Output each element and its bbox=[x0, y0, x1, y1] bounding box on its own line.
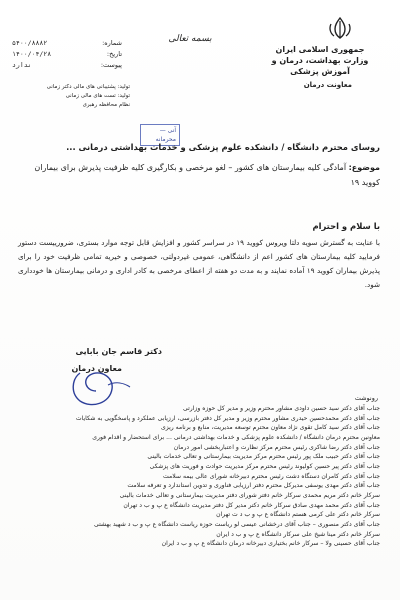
letter-meta bbox=[12, 38, 122, 71]
addressee: روسای محترم دانشگاه / دانشکده علوم پزشکی و خدمات بهداشتی درمانی ... bbox=[66, 142, 380, 152]
copy-recipient: جناب آقای دکتر سید حسین داودی مشاور محترم وزیر و مدیر کل حوزه وزارتی bbox=[183, 405, 380, 412]
copies-heading: رونوشت bbox=[354, 394, 378, 402]
meta-value: ندارد bbox=[12, 61, 32, 69]
meta-attachment bbox=[12, 60, 122, 71]
iran-emblem-icon bbox=[327, 16, 353, 40]
copy-recipient: جناب آقای دکتر سید کامل تقوی نژاد معاون محترم توسعه مدیریت، منابع و برنامه ریزی bbox=[160, 424, 380, 432]
meta-number bbox=[12, 38, 122, 49]
meta-label: پیوست: bbox=[100, 61, 122, 69]
copy-recipient: سرکار خانم دکتر مریم محمدی سرکار خانم دفتر شورای دفتر مدیریت بیمارستانی و تعالی خدمات بالینی bbox=[119, 491, 380, 499]
greeting: با سلام و احترام bbox=[312, 221, 380, 231]
header-footnote bbox=[30, 83, 130, 110]
footnote-line: تولید: تست های مالی زمانی bbox=[65, 93, 130, 99]
meta-value: ۱۴۰۰/۰۴/۲۸ bbox=[12, 50, 52, 58]
meta-label: تاریخ: bbox=[106, 50, 122, 58]
subject-text: آمادگی کلیه بیمارستان های کشور – لغو مرخصی و بکارگیری کلیه ظرفیت پذیرش برای بیماران کووید ۱۹ bbox=[34, 163, 380, 187]
copy-recipient: سرکار خانم دکتر مینا شیخ علی سرکار دانشگاه ع پ و ب د ایران bbox=[216, 530, 380, 538]
subject bbox=[20, 160, 380, 190]
copy-recipient: جناب آقای حسینی ولا – سرکار خانم بختیاری دبیرخانه درمان دانشگاه ع پ و ب د ایران bbox=[161, 540, 380, 548]
copy-recipient: جناب آقای دکتر پیر حسین کولیوند رئیس محترم مرکز مدیریت حوادث و فوریت های پزشکی bbox=[149, 462, 380, 470]
deputy-name: معاونت درمان bbox=[303, 81, 352, 89]
bismillah-heading: بسمه تعالی bbox=[168, 34, 212, 44]
copy-recipient: جناب آقای دکتر منصوری – جناب آقای درخشانی عیسی لو ریاست حوزه ریاست دانشگاه ع پ و ب د شهید بهشتی bbox=[94, 520, 380, 528]
copy-recipient: جناب آقای دکتر محمدحسین حیدری مشاور محترم وزیر و مدیر کل دفتر بازرسی، ارزیابی عملکرد و پاسخگویی به شکایات bbox=[75, 414, 380, 422]
letter-body: با عنایت به گسترش سویه دلتا ویروس کووید ۱۹ در سراسر کشور و افزایش قابل توجه موارد بستری، ضرورییست دستور فرمایید کلیه بیمارستان های کشور اعم از دانشگاهی، عمومی غیردولتی، خصوصی و خیریه تمامی ظرفیت خود را برای پذیرش بیماران کووید ۱۹ آماده نمایند و به مدت دو هفته از اعطای مرخصی به کادر اداری و درمانی بیمارستان ها خودداری شود. bbox=[18, 238, 380, 289]
meta-value: ۵۴۰۰/۸۸۸۲ bbox=[12, 39, 48, 47]
ministry-name bbox=[260, 44, 380, 77]
stamp-line: آنی — bbox=[159, 127, 176, 134]
signatory-title: معاون درمان bbox=[71, 364, 122, 373]
copy-recipient: جناب آقای دکتر حبیب ملک پور رئیس محترم مرکز مدیریت بیمارستانی و تعالی خدمات بالینی bbox=[147, 453, 380, 461]
copy-recipient: جناب آقای دکتر رضا شاکری رئیس محترم مرکز نظارت و اعتباربخشی امور درمان bbox=[173, 443, 380, 451]
footnote-line: تولید: پشتیبانی های مالی دکتر زمانی bbox=[46, 84, 130, 90]
signatory-name: دکتر قاسم جان بابایی bbox=[75, 347, 162, 356]
copy-recipient: جناب آقای دکتر مهدی یوسفی مدیرکل محترم دفتر ارزیابی فناوری و تدوین استاندارد و تعرفه سلامت bbox=[127, 482, 380, 490]
copy-recipient: سرکار خانم دکتر علی کرمی هستم دانشگاه ع پ و ب د ت تهران bbox=[216, 511, 380, 519]
ministry-line-1: جمهوری اسلامی ایران bbox=[275, 45, 365, 54]
copy-recipient: جناب آقای دکتر محمد مهدی صادق سرکار خانم دکتر مدیر کل دفتر مدیریت دانشگاه ع پ و ب د تهران bbox=[123, 501, 380, 509]
stamp-line: محرمانه bbox=[155, 136, 176, 143]
footnote-line: نظام محافظه رهبری bbox=[82, 102, 130, 108]
meta-label: شماره: bbox=[102, 39, 122, 47]
ministry-line-2: وزارت بهداشت، درمان و آموزش پزشکی bbox=[271, 56, 369, 76]
meta-date bbox=[12, 49, 122, 60]
copy-recipient: جناب آقای دکتر کامران دستگاه دشت رئیس محترم دبیرخانه شورای عالی بیمه سلامت bbox=[163, 472, 380, 480]
subject-label: موضوع: bbox=[348, 163, 380, 172]
copy-recipient: معاونین محترم درمان دانشگاه / دانشکده علوم پزشکی و خدمات بهداشتی درمانی ... برای استحضار و اقدام فوری bbox=[92, 433, 380, 441]
copies-list bbox=[8, 404, 380, 549]
